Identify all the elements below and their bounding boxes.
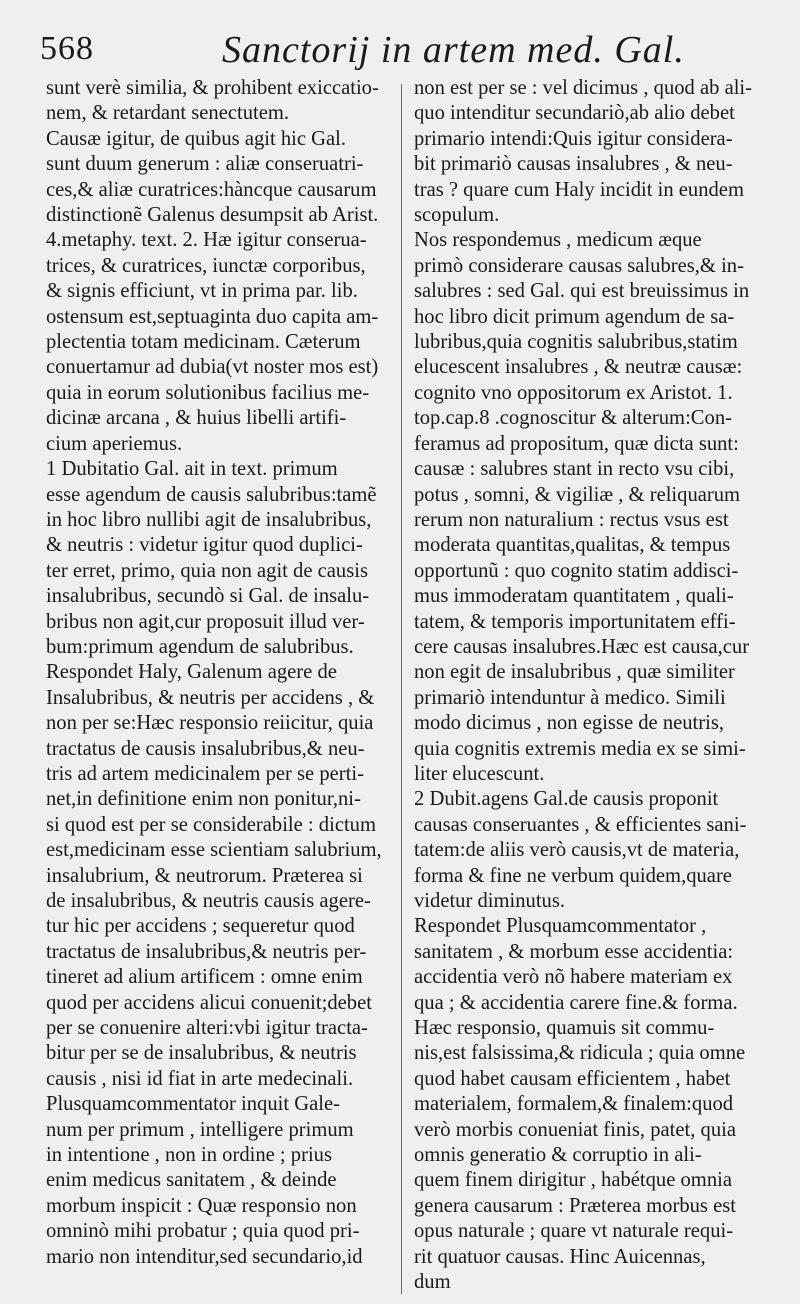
text-line: 2 Dubit.agens Gal.de causis proponit (414, 788, 719, 811)
text-line: primò considerare causas salubres,& in- (414, 254, 744, 277)
right-column (414, 76, 766, 1296)
text-line: bribus non agit,cur proposuit illud ver- (46, 610, 365, 633)
text-line: quem finem dirigitur , habétque omnia (414, 1169, 732, 1192)
text-line: quia cognitis extremis media ex se simi- (414, 737, 746, 760)
text-line: num per primum , intelligere primum (46, 1118, 354, 1141)
text-line: materialem, formalem,& finalem:quod (414, 1093, 734, 1116)
text-line: 4.metaphy. text. 2. Hæ igitur conserua- (46, 229, 367, 252)
text-line: Plusquamcommentator inquit Gale- (46, 1093, 340, 1116)
text-line: tatem, & temporis importunitatem effi- (414, 610, 736, 633)
text-line: esse agendum de causis salubribus:tamẽ (46, 483, 377, 506)
text-line: quod habet causam efficientem , habet (414, 1067, 731, 1090)
text-line: quo intenditur secundariò,ab alio debet (414, 102, 735, 125)
running-title: Sanctorij in artem med. Gal. (222, 29, 685, 71)
text-line: hoc libro dicit primum agendum de sa- (414, 305, 735, 328)
text-line: lubribus,quia cognitis salubribus,statim (414, 331, 738, 354)
text-line: tras ? quare cum Haly incidit in eundem (414, 178, 744, 201)
page-header (0, 22, 800, 72)
text-line: Respondet Plusquamcommentator , (414, 915, 707, 938)
text-line: trices, & curatrices, iunctæ corporibus, (46, 254, 366, 277)
text-line: sunt duum generum : aliæ conseruatri- (46, 153, 364, 176)
text-line: omninò mihi probatur ; quia quod pri- (46, 1220, 360, 1243)
text-line: net,in definitione enim non ponitur,ni- (46, 788, 361, 811)
text-line: cere causas insalubres.Hæc est causa,cur (414, 635, 750, 658)
text-line: tractatus de insalubribus,& neutris per- (46, 940, 367, 963)
text-line: in hoc libro nullibi agit de insalubribus, (46, 508, 372, 531)
text-line: potus , somni, & vigiliæ , & reliquarum (414, 483, 741, 506)
text-line: top.cap.8 .cognoscitur & alterum:Con- (414, 407, 732, 430)
text-line: opportunũ : quo cognito statim addisci- (414, 559, 739, 582)
text-line: sanitatem , & morbum esse accidentia: (414, 940, 734, 963)
text-line: bum:primum agendum de salubribus. (46, 635, 354, 658)
text-line: moderata quantitas,qualitas, & tempus (414, 534, 731, 557)
text-line: nis,est falsissima,& ridicula ; quia omne (414, 1042, 746, 1065)
text-line: rerum non naturalium : rectus vsus est (414, 508, 729, 531)
text-line: qua ; & accidentia carere fine.& forma. (414, 991, 738, 1014)
text-line: videtur diminutus. (414, 890, 566, 912)
text-line: ter erret, primo, quia non agit de causis (46, 559, 368, 582)
text-line: primario intendi:Quis igitur considera- (414, 127, 733, 150)
text-line: tur hic per accidens ; sequeretur quod (46, 915, 355, 938)
text-line: tatem:de aliis verò causis,vt de materia, (414, 839, 740, 862)
text-line: genera causarum : Præterea morbus est (414, 1194, 736, 1217)
text-line: insalubrium, & neutrorum. Præterea si (46, 864, 363, 887)
text-line: cium aperiemus. (46, 432, 183, 455)
left-column (46, 76, 394, 1270)
text-line: & neutris : videtur igitur quod duplici- (46, 534, 363, 557)
column-divider (401, 84, 402, 1294)
text-line: & signis efficiunt, vt in prima par. lib. (46, 280, 358, 303)
text-line: modo dicimus , non egisse de neutris, (414, 712, 725, 735)
text-line: bitur per se de insalubribus, & neutris (46, 1042, 357, 1065)
text-line: 1 Dubitatio Gal. ait in text. primum (46, 458, 338, 481)
text-line: ces,& aliæ curatrices:hàncque causarum (46, 178, 377, 201)
text-line: tineret ad alium artificem : omne enim (46, 966, 363, 989)
text-line: insalubribus, secundò si Gal. de insalu- (46, 585, 370, 608)
text-line: plectentia totam medicinam. Cæterum (46, 331, 361, 354)
text-line: est,medicinam esse scientiam salubrium, (46, 839, 382, 862)
text-line: causæ : salubres stant in recto vsu cibi, (414, 458, 735, 481)
text-line: mus immoderatam quantitatem , quali- (414, 585, 734, 608)
text-line: accidentia verò nõ habere materiam ex (414, 966, 733, 989)
text-line: primariò intenduntur à medico. Simili (414, 686, 726, 709)
text-line: mario non intenditur,sed secundario,id (46, 1245, 363, 1268)
text-line: si quod est per se considerabile : dictum (46, 813, 376, 836)
text-line: conuertamur ad dubia(vt noster mos est) (46, 356, 379, 379)
text-line: nem, & retardant senectutem. (46, 102, 290, 125)
text-line: forma & fine ne verbum quidem,quare (414, 864, 732, 887)
text-line: Nos respondemus , medicum æque (414, 229, 702, 252)
text-line: in intentione , non in ordine ; prius (46, 1144, 332, 1167)
text-line: sunt verè similia, & prohibent exiccatio- (46, 77, 379, 99)
text-line: distinctionẽ Galenus desumpsit ab Arist. (46, 204, 379, 227)
text-line: elucescent insalubres , & neutræ causæ: (414, 356, 743, 379)
text-line: per se conuenire alteri:vbi igitur tracta- (46, 1017, 368, 1040)
text-line: non egit de insalubribus , quæ similiter (414, 661, 735, 684)
text-line: causas conseruantes , & efficientes sani- (414, 813, 747, 836)
text-line: opus naturale ; quare vt naturale requi- (414, 1220, 734, 1243)
page-number: 568 (40, 30, 94, 67)
text-line: liter elucescunt. (414, 762, 545, 785)
text-line: dicinæ arcana , & huius libelli artifi- (46, 407, 347, 430)
text-line: ostensum est,septuaginta duo capita am- (46, 305, 379, 328)
text-line: bit primariò causas insalubres , & neu- (414, 153, 733, 176)
text-line: enim medicus sanitatem , & deinde (46, 1169, 337, 1192)
text-line: de insalubribus, & neutris causis agere- (46, 890, 371, 912)
text-line: omnis generatio & corruptio in ali- (414, 1144, 702, 1167)
text-line: rit quatuor causas. Hinc Auicennas, (414, 1245, 706, 1268)
text-line: non est per se : vel dicimus , quod ab ali- (414, 77, 753, 99)
text-line: quod per accidens alicui conuenit;debet (46, 991, 372, 1014)
text-line: morbum inspicit : Quæ responsio non (46, 1194, 357, 1217)
text-line: verò morbis conueniat finis, patet, quia (414, 1118, 736, 1141)
text-line: feramus ad propositum, quæ dicta sunt: (414, 432, 739, 455)
text-line: Respondet Haly, Galenum agere de (46, 661, 337, 684)
text-line: non per se:Hæc responsio reiicitur, quia (46, 712, 374, 735)
text-line: causis , nisi id fiat in arte medecinali. (46, 1067, 354, 1090)
text-line: quia in eorum solutionibus facilius me- (46, 381, 370, 404)
text-line: tractatus de causis insalubribus,& neu- (46, 737, 365, 760)
text-line: dum (414, 1271, 451, 1294)
text-line: tris ad artem medicinalem per se perti- (46, 762, 364, 785)
text-line: Insalubribus, & neutris per accidens , & (46, 686, 375, 709)
text-line: cognito vno oppositorum ex Aristot. 1. (414, 381, 733, 404)
text-line: Hæc responsio, quamuis sit commu- (414, 1017, 715, 1040)
text-line: scopulum. (414, 204, 500, 227)
text-line: Causæ igitur, de quibus agit hic Gal. (46, 127, 347, 150)
text-line: salubres : sed Gal. qui est breuissimus in (414, 280, 750, 303)
